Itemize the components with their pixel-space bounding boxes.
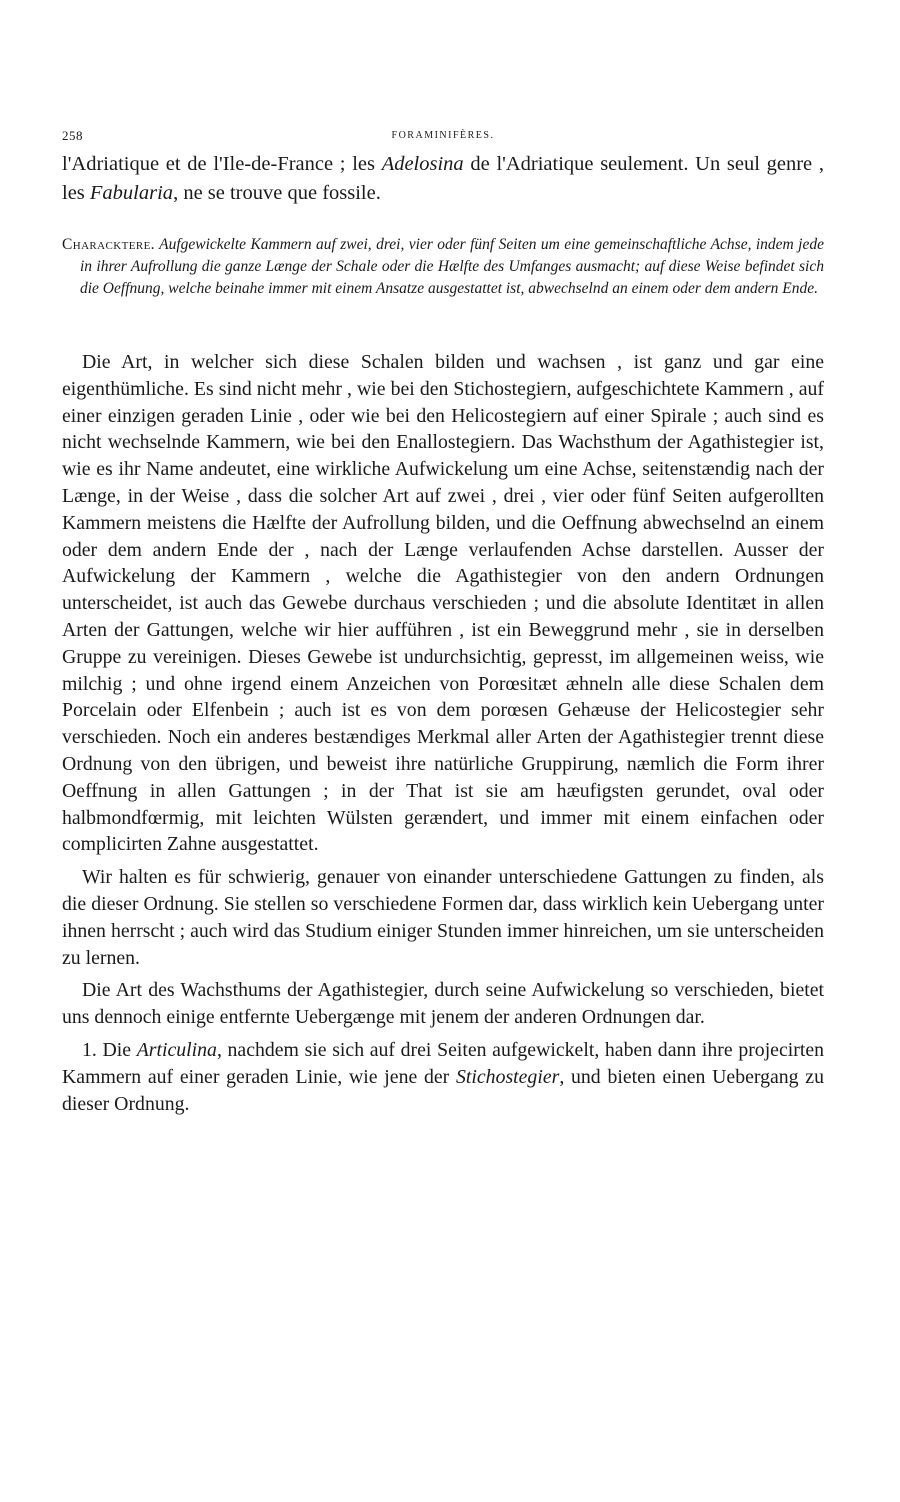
charackter-lead: Characktere. xyxy=(62,236,155,253)
charackter-text: Aufgewickelte Kammern auf zwei, drei, vier oder fünf Seiten um eine gemeinschaftliche Achse, indem jede in ihrer Aufrollung die ganze Længe der Schale oder die Hælfte des Umfanges ausmacht; auf diese Weise befindet sich die Oeffnung, welche beinahe immer mit einem Ansatze ausgestattet ist, abwechselnd an einem oder dem andern Ende. xyxy=(80,236,824,297)
para4-text: , und bieten einen Uebergang zu dieser Ordnung. xyxy=(62,1065,824,1115)
charackter-section xyxy=(62,234,824,300)
body-paragraph-3: Die Art des Wachsthums der Agathistegier, durch seine Aufwickelung so verschieden, bietet uns dennoch einige entfernte Uebergænge mit jenem der anderen Ordnungen dar. xyxy=(62,979,824,1029)
running-head xyxy=(62,128,824,144)
order-name-stichostegier: Stichostegier xyxy=(456,1065,560,1088)
body-paragraph-1: Die Art, in welcher sich diese Schalen bilden und wachsen , ist ganz und gar eine eigenthümliche. Es sind nicht mehr , wie bei den Stichostegiern, aufgeschichtete Kammern , auf einer einzigen geraden Linie , oder wie bei den Helicostegiern auf einer Spirale ; auch sind es nicht wechselnde Kammern, wie bei den Enallostegiern. Das Wachsthum der Agathistegier ist, wie es ihr Name andeutet, eine wirkliche Aufwickelung um eine Achse, seitenstændig nach der Længe, in der Weise , dass die solcher Art auf zwei , drei , vier oder fünf Seiten aufgerollten Kammern meistens die Hælfte der Aufrollung bilden, und die Oeffnung abwechselnd an einem oder dem andern Ende der , nach der Længe verlaufenden Achse darstellen. Ausser der Aufwickelung der Kammern , welche die Agathistegier von den andern Ordnungen unterscheidet, ist auch das Gewebe durchaus verschieden ; und die absolute Identitæt in allen Arten der Gattungen, welche wir hier aufführen , ist ein Beweggrund mehr , sie in derselben Gruppe zu vereinigen. Dieses Gewebe ist undurchsichtig, gepresst, im allgemeinen weiss, wie milchig ; und ohne irgend einem Anzeichen von Porœsitæt æhneln alle diese Schalen dem Porcelain oder Elfenbein ; auch ist es von dem porœsen Gehæuse der Helicostegier sehr verschieden. Noch ein anderes bestændiges Merkmal aller Arten der Agathistegier trennt diese Ordnung von den übrigen, und beweist ihre natürliche Gruppirung, næmlich die Form ihrer Oeffnung in allen Gattungen ; in der That ist sie am hæufigsten gerundet, oval oder halbmondfœrmig, mit leichten Wülsten gerændert, und immer mit einem einfachen oder complicirten Zahne ausgestattet. xyxy=(62,351,824,856)
para4-text: , nachdem sie sich auf drei Seiten aufgewickelt, haben dann ihre projecirten Kammern auf einer geraden Linie, wie jene der xyxy=(62,1038,824,1088)
genus-name-articulina: Articulina xyxy=(136,1038,217,1061)
body-text xyxy=(62,349,824,1123)
genus-name-adelosina: Adelosina xyxy=(381,153,464,175)
charackter-paragraph xyxy=(62,234,824,300)
intro-paragraph xyxy=(62,150,824,208)
intro-text: l'Adriatique et de l'Ile-de-France ; les xyxy=(62,153,382,175)
genus-name-fabularia: Fabularia xyxy=(89,182,174,204)
header-title: FORAMINIFÈRES. xyxy=(391,130,495,141)
para4-text: 1. Die xyxy=(82,1038,137,1061)
body-paragraph-2: Wir halten es für schwierig, genauer von einander unterschiedene Gattungen zu finden, als die dieser Ordnung. Sie stellen so verschiedene Formen dar, dass wirklich kein Uebergang unter ihnen herrscht ; auch wird das Studium einiger Stunden immer hinreichen, um sie unterscheiden zu lernen. xyxy=(62,866,824,969)
intro-text: , ne se trouve que fossile. xyxy=(173,182,381,204)
intro-text: de l'Adriatique seulement. Un seul genre , les xyxy=(62,153,824,204)
page-number: 258 xyxy=(62,128,83,143)
body-paragraph-4 xyxy=(62,1037,824,1117)
